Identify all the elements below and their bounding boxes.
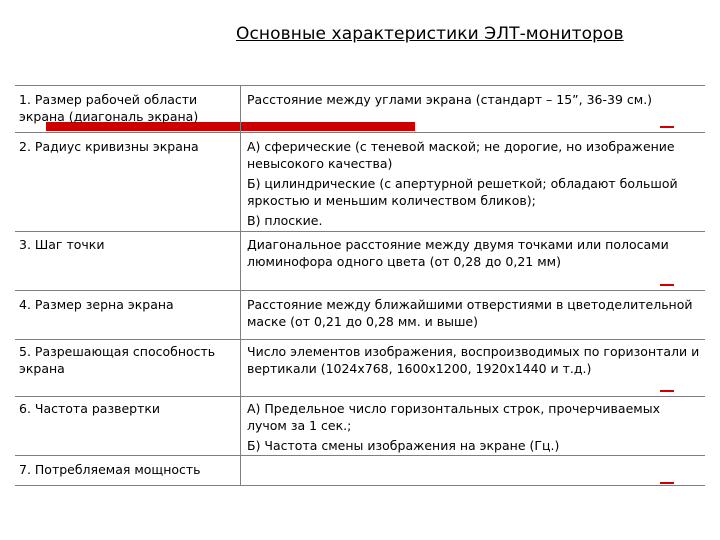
row-divider-accent (660, 126, 674, 128)
table-bottom-border (15, 485, 705, 486)
row-divider (15, 396, 705, 397)
row-6-parameter: 6. Частота развертки (19, 401, 161, 416)
row-divider-accent (660, 482, 674, 484)
row-1-description: Расстояние между углами экрана (стандарт – 15”, 36-39 см.) (247, 92, 653, 107)
row-2-parameter: 2. Радиус кривизны экрана (19, 139, 199, 154)
row-4-parameter: 4. Размер зерна экрана (19, 297, 174, 312)
row-divider (15, 455, 705, 456)
row-5-parameter: 5. Разрешающая способность экрана (19, 344, 216, 376)
row-3-description: Диагональное расстояние между двумя точками или полосами люминофора одного цвета (от 0,28 до 0,21 мм) (247, 237, 669, 269)
row-7-parameter: 7. Потребляемая мощность (19, 462, 201, 477)
row-divider-accent (660, 390, 674, 392)
column-divider (240, 85, 241, 485)
row-divider (15, 290, 705, 291)
row-divider (15, 231, 705, 232)
row-1-parameter: 1. Размер рабочей области экрана (диагональ экрана) (19, 92, 199, 124)
row-4-description: Расстояние между ближайшими отверстиями в цветоделительной маске (от 0,21 до 0,28 мм. и выше) (247, 297, 693, 329)
row-2-description-c: В) плоские. (247, 213, 323, 228)
row-divider (15, 339, 705, 340)
row-divider-accent (660, 284, 674, 286)
page-title: Основные характеристики ЭЛТ-мониторов (236, 24, 624, 44)
row-divider (15, 132, 705, 133)
row-3-parameter: 3. Шаг точки (19, 237, 105, 252)
row-6-description-a: А) Предельное число горизонтальных строк, прочерчиваемых лучом за 1 сек.; (247, 401, 660, 433)
row-2-description-a: А) сферические (с теневой маской; не дорогие, но изображение невысокого качества) (247, 139, 675, 171)
row-6-description-b: Б) Частота смены изображения на экране (Гц.) (247, 438, 560, 453)
row-2-description-b: Б) цилиндрические (с апертурной решеткой; обладают большой яркостью и меньшим количеством бликов); (247, 176, 678, 208)
row-5-description: Число элементов изображения, воспроизводимых по горизонтали и вертикали (1024х768, 1600х1200, 1920х1440 и т.д.) (247, 344, 700, 376)
table-top-border (15, 85, 705, 86)
